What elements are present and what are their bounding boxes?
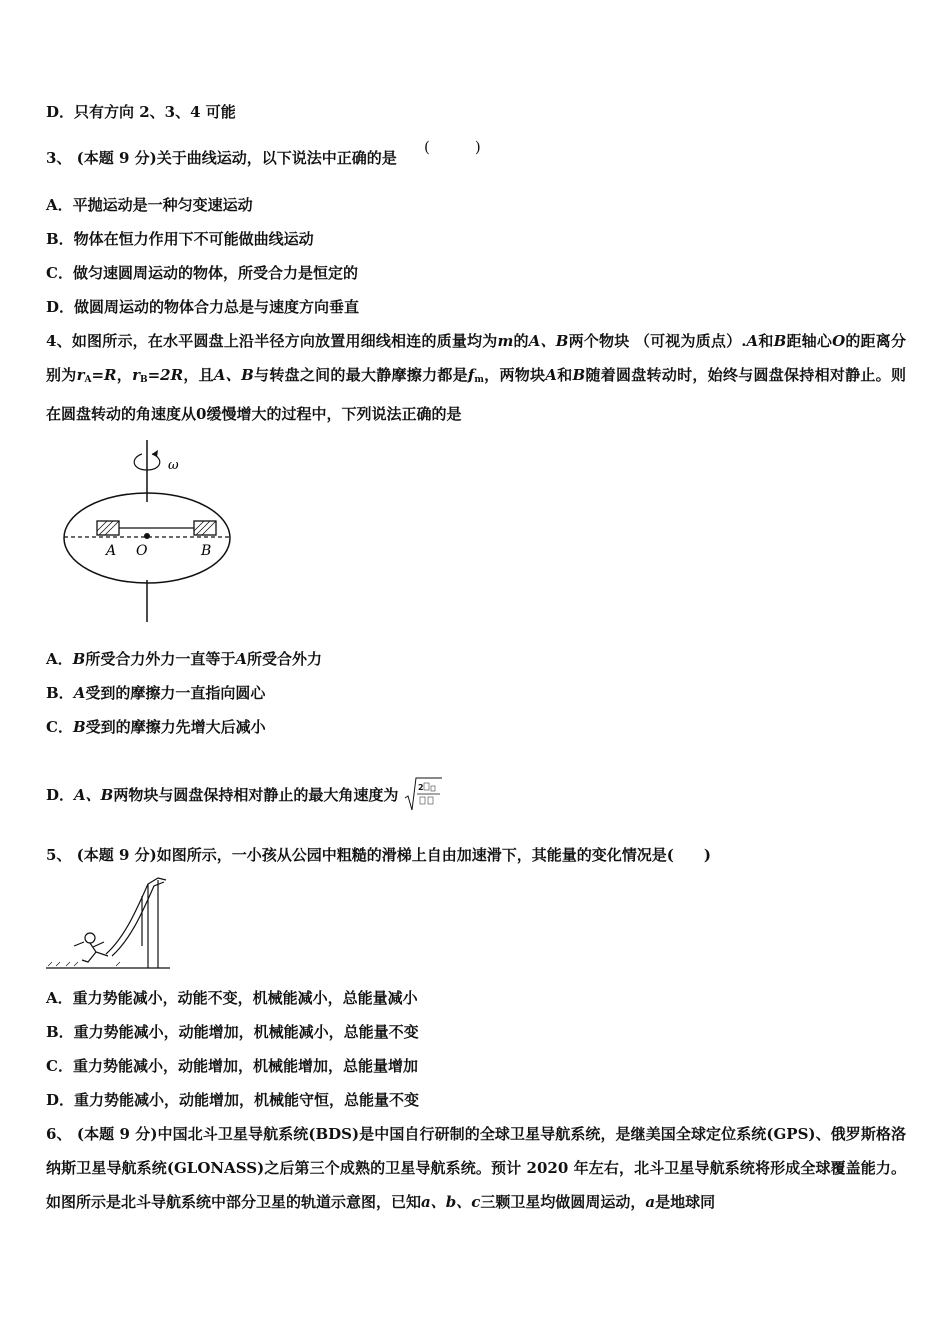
q3-stem: 3、 (本题 9 分)关于曲线运动，以下说法中正确的是 (46, 149, 397, 167)
q3-option-c: C．做匀速圆周运动的物体，所受合力是恒定的 (46, 264, 358, 282)
sqrt-formula-image (404, 776, 444, 812)
q6-stem: 6、 (本题 9 分)中国北斗卫星导航系统(BDS)是中国自行研制的全球卫星导航系统，是继美国全球定位系统(GPS)、俄罗斯格洛纳斯卫星导航系统(GLONASS)之后第三个成熟的卫星导航系统。预计 2020 年左右，北斗卫星导航系统将形成全球覆盖能力。如图所示是北斗导航系统中部分卫星的轨道示意图，已知a、b、c三颗卫星均做圆周运动，a是地球同 (46, 1125, 906, 1211)
svg-text:2: 2 (417, 783, 424, 792)
q4-option-b: B．A受到的摩擦力一直指向圆心 (46, 684, 266, 702)
q3-option-d: D．做圆周运动的物体合力总是与速度方向垂直 (46, 298, 360, 316)
q5-stem: 5、 (本题 9 分)如图所示，一小孩从公园中粗糙的滑梯上自由加速滑下，其能量的变化情况是( ) (46, 846, 711, 864)
q3-answer-blank: ( ) (424, 138, 481, 156)
q4-stem: 4、如图所示，在水平圆盘上沿半径方向放置用细线相连的质量均为m的A、B两个物块 （可视为质点）.A和B距轴心O的距离分别为$r_A=R$，$r_B=2R$，且A、B与转盘之间的最大静摩擦力都是$f_m$，两物块A和B随着圆盘转动时，始终与圆盘保持相对静止。则在圆盘转动的角速度从0缓慢增大的过程中，下列说法正确的是 (46, 332, 906, 423)
label-o: O (136, 543, 148, 559)
q5-option-d: D．重力势能减小，动能增加，机械能守恒，总能量不变 (46, 1091, 420, 1109)
q5-slide-figure (46, 876, 170, 972)
q3-option-a: A．平抛运动是一种匀变速运动 (46, 196, 253, 214)
q2-option-d: D．只有方向 2、3、4 可能 (46, 103, 236, 121)
q4-option-a: A．B所受合力外力一直等于A所受合外力 (46, 650, 322, 668)
label-a: A (106, 543, 117, 559)
q5-option-c: C．重力势能减小，动能增加，机械能增加，总能量增加 (46, 1057, 418, 1075)
q5-option-b: B．重力势能减小，动能增加，机械能减小，总能量不变 (46, 1023, 419, 1041)
label-b: B (201, 543, 212, 559)
q4-option-d: D．A、B两物块与圆盘保持相对静止的最大角速度为 2 (46, 776, 444, 812)
q5-option-a: A．重力势能减小，动能不变，机械能减小，总能量减小 (46, 989, 418, 1007)
omega-label: ω (168, 458, 179, 473)
q4-option-c: C．B受到的摩擦力先增大后减小 (46, 718, 266, 736)
q3-option-b: B．物体在恒力作用下不可能做曲线运动 (46, 230, 314, 248)
q4-disk-figure (58, 440, 238, 622)
